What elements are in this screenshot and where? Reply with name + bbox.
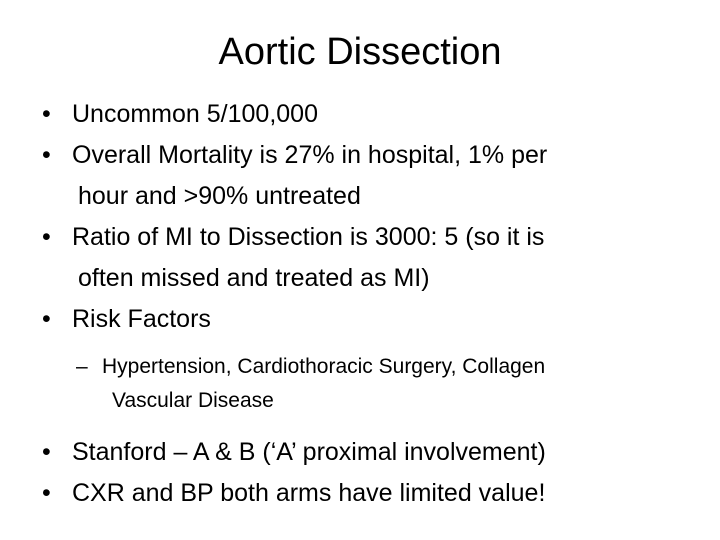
bullet-text: CXR and BP both arms have limited value! [72, 479, 546, 507]
bullet-item [42, 432, 682, 473]
sub-bullet-item [42, 350, 682, 418]
bullet-item [42, 299, 682, 340]
bullet-text: Ratio of MI to Dissection is 3000: 5 (so it is [72, 223, 545, 251]
dash-icon: – [76, 355, 88, 378]
bullet-icon: • [42, 223, 51, 251]
bullet-icon: • [42, 305, 51, 333]
bullet-item [42, 135, 682, 217]
bullet-text: Stanford – A & B (‘A’ proximal involvement) [72, 438, 546, 466]
bullet-list [42, 94, 682, 514]
bullet-icon: • [42, 141, 51, 169]
bullet-text: Uncommon 5/100,000 [72, 100, 318, 128]
bullet-item [42, 473, 682, 514]
bullet-text: Overall Mortality is 27% in hospital, 1% per [72, 141, 548, 169]
sub-bullet-text-continued: Vascular Disease [112, 389, 274, 412]
bullet-text-continued: often missed and treated as MI) [78, 264, 430, 292]
bullet-text: Risk Factors [72, 305, 211, 333]
bullet-icon: • [42, 100, 51, 128]
sub-bullet-text: Hypertension, Cardiothoracic Surgery, Collagen [102, 355, 546, 378]
bullet-text-continued: hour and >90% untreated [78, 182, 361, 210]
bullet-icon: • [42, 438, 51, 466]
bullet-item [42, 217, 682, 299]
bullet-item [42, 94, 682, 135]
bullet-icon: • [42, 479, 51, 507]
slide-title: Aortic Dissection [218, 31, 502, 73]
